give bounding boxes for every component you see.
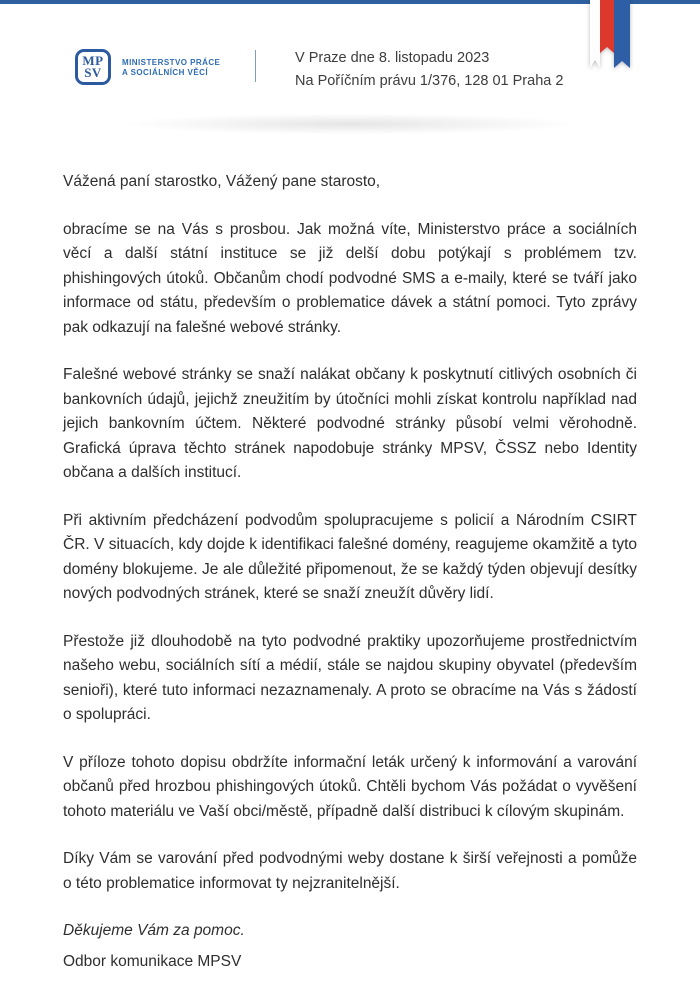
ribbon-red-stripe: [600, 0, 614, 53]
header-vertical-divider: [255, 50, 256, 82]
closing-block: [63, 919, 637, 974]
logo-abbr-line2: SV: [84, 65, 102, 80]
address-line: Na Poříčním právu 1/376, 128 01 Praha 2: [295, 72, 564, 89]
paragraph-5: V příloze tohoto dopisu obdržíte informační leták určený k informování a varování občanů před hrozbou phishingových útoků. Chtěli bychom Vás požádat o vyvěšení tohoto materiálu ve Vaší obci/městě, případně další distribuci k cílovým skupinám.: [63, 753, 637, 820]
closing-thanks: Děkujeme Vám za pomoc.: [63, 922, 245, 939]
closing-sender: Odbor komunikace MPSV: [63, 952, 242, 970]
ribbon-white-stripe: [590, 0, 600, 68]
bookmark-ribbon-icon: [590, 0, 630, 68]
ribbon-blue-stripe: [614, 0, 630, 68]
wordmark-line2: A SOCIÁLNÍCH VĚCÍ: [122, 68, 209, 77]
logo-abbr-line1: MP: [82, 53, 104, 68]
salutation: Vážená paní starostko, Vážený pane starosto,: [63, 173, 381, 190]
paragraph-2: Falešné webové stránky se snaží nalákat občany k poskytnutí citlivých osobních či bankovních údajů, jejichž zneužitím by útočníci mohli získat kontrolu například nad jejich bankovním účtem. Některé podvodné stránky působí velmi věrohodně. Grafická úprava těchto stránek napodobuje stránky MPSV, ČSSZ nebo Identity občana a dalších institucí.: [63, 366, 637, 481]
paragraph-6: Díky Vám se varování před podvodnými weby dostane k širší veřejnosti a pomůže o této problematice informovat ty nejzranitelnější.: [63, 850, 637, 892]
date-line: V Praze dne 8. listopadu 2023: [295, 50, 490, 66]
paragraph-1: obracíme se na Vás s prosbou. Jak možná víte, Ministerstvo práce a sociálních věcí a další státní instituce se již delší dobu potýkají s problémem tzv. phishingových útoků. Občanům chodí podvodné SMS a e-maily, které se tváří jako informace od státu, především o problematice dávek a státní pomoci. Tyto zprávy pak odkazují na falešné webové stránky.: [63, 220, 637, 336]
header-shadow-divider: [35, 110, 665, 138]
ministry-wordmark: [122, 58, 220, 78]
mpsv-logo-icon: [75, 49, 111, 85]
wordmark-line1: MINISTERSTVO PRÁCE: [122, 58, 221, 67]
letter-body: [63, 170, 637, 974]
paragraph-3: Při aktivním předcházení podvodům spolupracujeme s policií a Národním CSIRT ČR. V situacích, kdy dojde k identifikaci falešné domény, reagujeme okamžitě a tyto domény blokujeme. Je ale důležité připomenout, že se každý týden objevují desítky nových podvodných stránek, které se snaží zneužít důvěry lidí.: [63, 511, 637, 602]
date-address-block: [295, 47, 563, 92]
paragraph-4: Přestože již dlouhodobě na tyto podvodné praktiky upozorňujeme prostřednictvím našeho webu, sociálních sítí a médií, stále se najdou skupiny obyvatel (především senioři), které tuto informaci nezaznamenaly. A proto se obracíme na Vás s žádostí o spolupráci.: [63, 632, 637, 723]
